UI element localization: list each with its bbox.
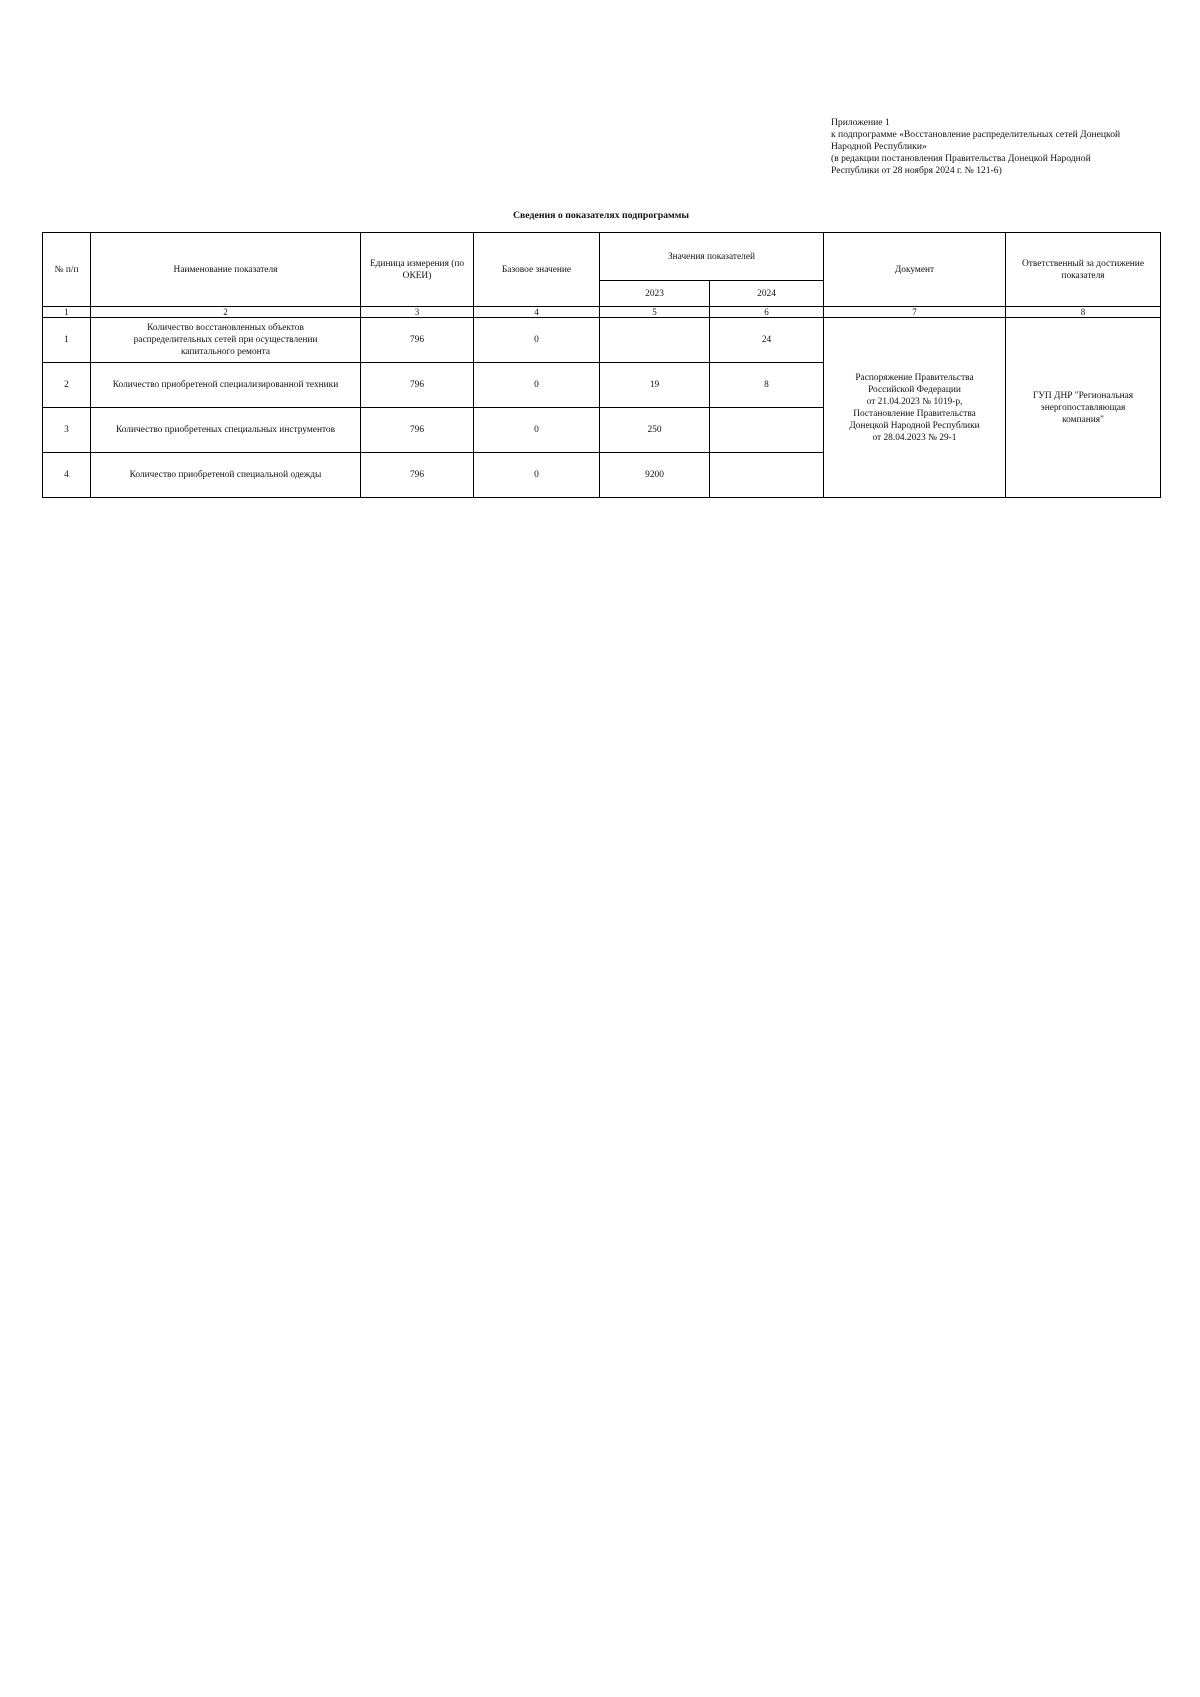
row-unit: 796 [361,453,474,498]
column-number: 5 [600,307,710,318]
header-unit-line: ОКЕИ) [402,270,432,281]
document-line: Российской Федерации [868,384,961,395]
column-number: 6 [710,307,824,318]
row-value-2023: 9200 [600,453,710,498]
row-number: 2 [43,363,91,408]
header-note-line: к подпрограмме «Восстановление распределительных сетей Донецкой [831,129,1121,140]
row-name-line: распределительных сетей при осуществлении [133,335,318,345]
row-unit: 796 [361,408,474,453]
document-cell [824,318,1006,498]
row-name-line: капитального ремонта [180,347,271,357]
document-line: Донецкой Народной Республики [849,420,980,431]
column-number: 2 [91,307,361,318]
row-base-value: 0 [474,453,600,498]
header-unit [361,233,474,307]
row-number: 1 [43,318,91,363]
header-year-2023: 2023 [600,281,710,307]
column-number: 4 [474,307,600,318]
column-number-row [43,307,1161,318]
document-line: Распоряжение Правительства [855,372,974,383]
row-number: 4 [43,453,91,498]
responsible-line: энергопоставляющая [1040,402,1126,413]
row-name: Количество приобретеной специализированной техники [91,363,361,408]
header-responsible [1006,233,1161,307]
header-values: Значения показателей [600,233,824,281]
row-base-value: 0 [474,318,600,363]
row-unit: 796 [361,318,474,363]
header-document: Документ [824,233,1006,307]
row-base-value: 0 [474,363,600,408]
header-note-line: Приложение 1 [831,117,890,128]
header-note-line: (в редакции постановления Правительства Донецкой Народной [831,153,1091,164]
row-value-2023: 19 [600,363,710,408]
header-number: № п/п [43,233,91,307]
row-value-2024 [710,408,824,453]
column-number: 1 [43,307,91,318]
header-unit-line: Единица измерения (по [369,258,465,269]
row-value-2024 [710,453,824,498]
header-row [43,233,1161,281]
column-number: 8 [1006,307,1161,318]
responsible-line: компания" [1062,414,1104,425]
row-name-line: Количество восстановленных объектов [147,323,304,333]
row-value-2024: 8 [710,363,824,408]
row-value-2023 [600,318,710,363]
row-number: 3 [43,408,91,453]
row-name: Количество приобретеных специальных инструментов [91,408,361,453]
header-note-line: Республики от 28 ноября 2024 г. № 121-6) [831,165,1002,176]
document-line: от 21.04.2023 № 1019-р, [866,396,963,407]
appendix-header-note [831,117,1161,177]
indicators-table [42,232,1161,498]
table-caption: Сведения о показателях подпрограммы [512,210,690,221]
row-value-2023: 250 [600,408,710,453]
header-year-2024: 2024 [710,281,824,307]
table-row [43,318,1161,363]
column-number: 7 [824,307,1006,318]
document-line: Постановление Правительства [853,408,976,419]
column-number: 3 [361,307,474,318]
responsible-cell [1006,318,1161,498]
row-value-2024: 24 [710,318,824,363]
document-line: от 28.04.2023 № 29-1 [872,432,957,443]
header-name: Наименование показателя [91,233,361,307]
header-responsible-line: показателя [1061,270,1105,281]
row-base-value: 0 [474,408,600,453]
row-name: Количество приобретеной специальной одежды [91,453,361,498]
header-base: Базовое значение [474,233,600,307]
responsible-line: ГУП ДНР "Региональная [1032,390,1134,401]
header-note-line: Народной Республики» [831,141,927,152]
row-unit: 796 [361,363,474,408]
row-name [91,318,361,363]
header-responsible-line: Ответственный за достижение [1022,258,1144,269]
